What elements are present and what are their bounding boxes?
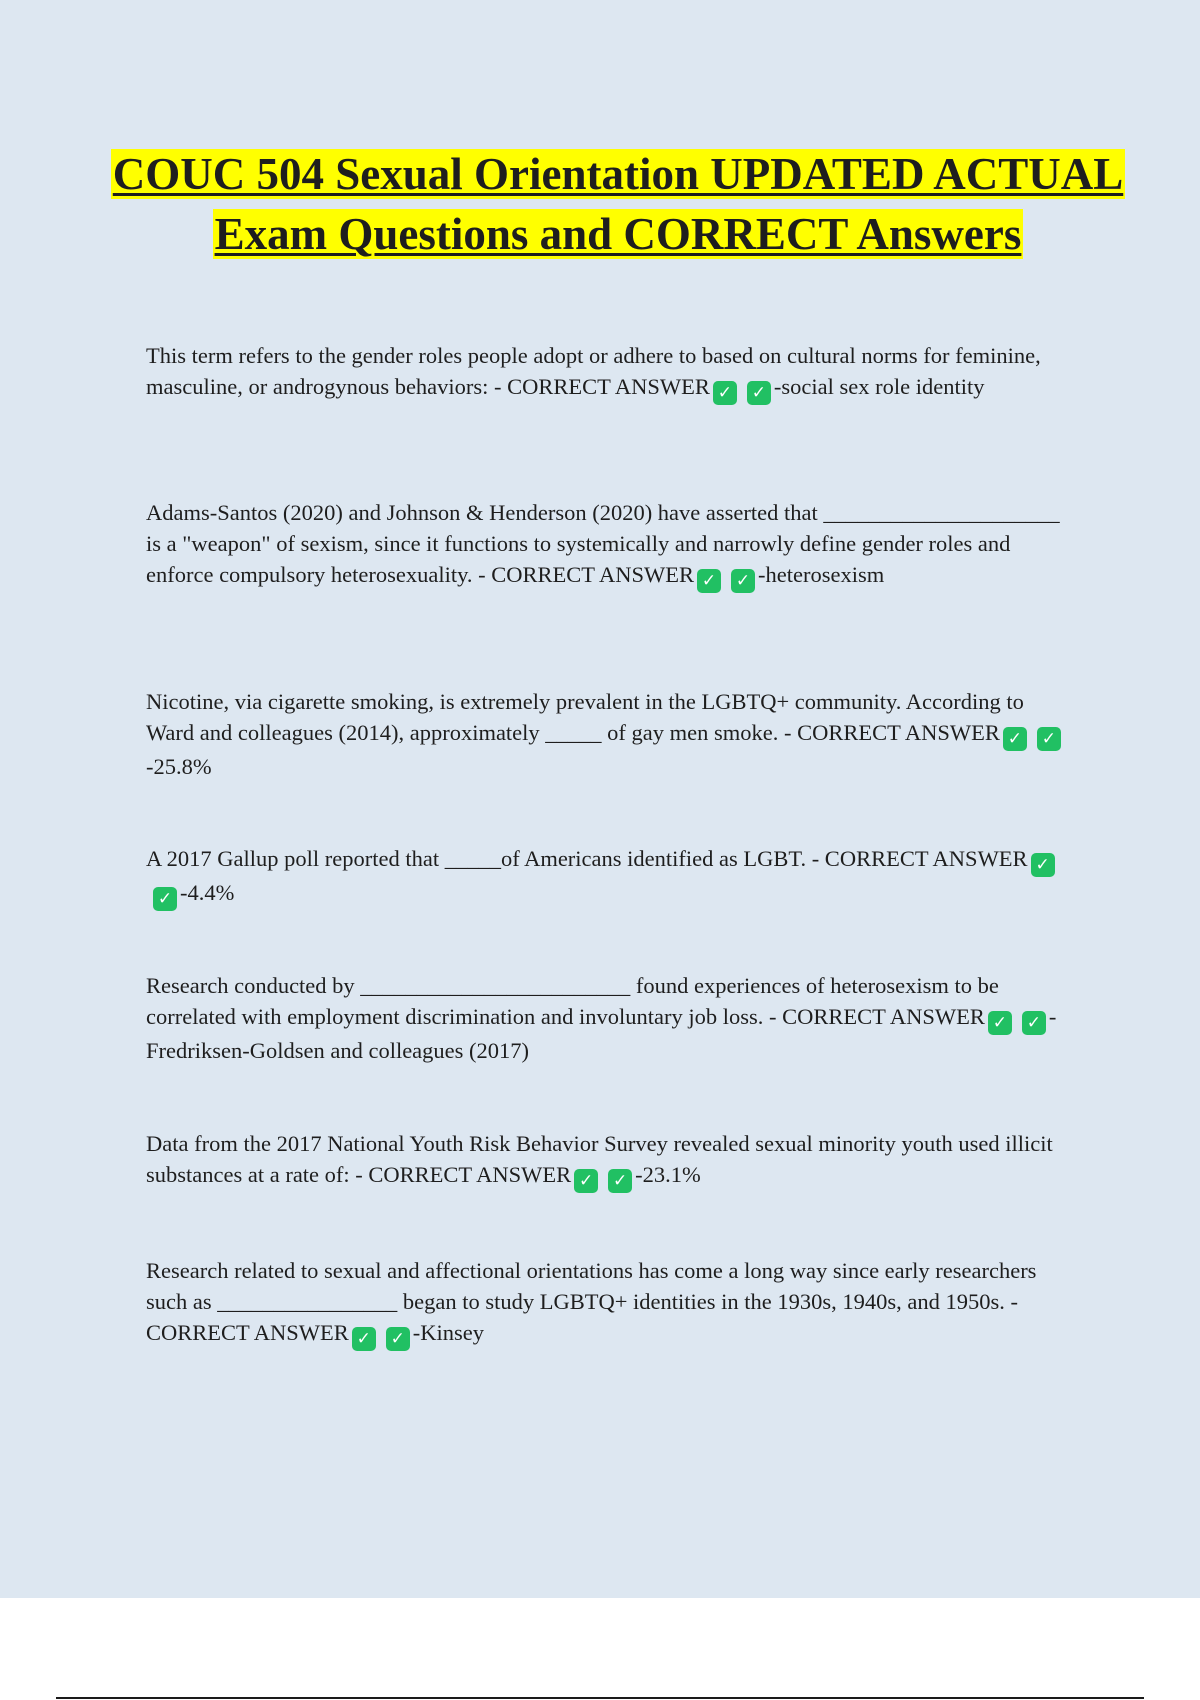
document-title: [110, 144, 1126, 264]
question-text: This term refers to the gender roles people adopt or adhere to based on cultural norms for feminine, masculine, or androgynous behaviors: - CORRECT ANSWER: [146, 343, 1041, 399]
answer-text: -Fredriksen-Goldsen and colleagues (2017): [146, 1004, 1057, 1063]
qa-item-1: [146, 340, 1070, 405]
qa-item-2: [146, 497, 1070, 593]
answer-text: -25.8%: [146, 754, 212, 779]
check-icon: ✓: [153, 887, 177, 911]
answer-text: -Kinsey: [412, 1320, 484, 1345]
check-icon: ✓: [386, 1327, 410, 1351]
check-icon: ✓: [988, 1011, 1012, 1035]
question-text: Adams-Santos (2020) and Johnson & Henderson (2020) have asserted that _____________________ is a "weapon" of sexism, since it functions to systemically and narrowly define gender roles and enforce compulsory heterosexuality. - CORRECT ANSWER: [146, 500, 1060, 587]
footer-divider: [56, 1697, 1144, 1699]
answer-text: -4.4%: [180, 880, 235, 905]
check-icon: ✓: [1031, 853, 1055, 877]
check-icon: ✓: [731, 569, 755, 593]
question-text: Research conducted by ________________________ found experiences of heterosexism to be correlated with employment discrimination and involuntary job loss. - CORRECT ANSWER: [146, 973, 999, 1029]
check-icon: ✓: [1022, 1011, 1046, 1035]
check-icon: ✓: [1003, 727, 1027, 751]
answer-text: -heterosexism: [758, 562, 885, 587]
qa-item-3: [146, 686, 1070, 782]
qa-item-6: [146, 1128, 1070, 1193]
qa-item-5: [146, 970, 1070, 1066]
check-icon: ✓: [574, 1169, 598, 1193]
check-icon: ✓: [352, 1327, 376, 1351]
qa-item-4: [146, 843, 1070, 911]
question-text: Data from the 2017 National Youth Risk Behavior Survey revealed sexual minority youth used illicit substances at a rate of: - CORRECT ANSWER: [146, 1131, 1053, 1187]
question-text: Nicotine, via cigarette smoking, is extremely prevalent in the LGBTQ+ community. According to Ward and colleagues (2014), approximately _____ of gay men smoke. - CORRECT ANSWER: [146, 689, 1024, 745]
answer-text: -23.1%: [635, 1162, 701, 1187]
answer-text: -social sex role identity: [773, 374, 985, 399]
check-icon: ✓: [713, 381, 737, 405]
check-icon: ✓: [747, 381, 771, 405]
question-text: A 2017 Gallup poll reported that _____of Americans identified as LGBT. - CORRECT ANSWER: [146, 846, 1028, 871]
qa-item-7: [146, 1255, 1070, 1351]
check-icon: ✓: [1037, 727, 1061, 751]
check-icon: ✓: [697, 569, 721, 593]
check-icon: ✓: [608, 1169, 632, 1193]
question-text: Research related to sexual and affectional orientations has come a long way since early researchers such as ________________ began to study LGBTQ+ identities in the 1930s, 1940s, and 1950s. - CORRECT ANSWER: [146, 1258, 1037, 1345]
title-text: COUC 504 Sexual Orientation UPDATED ACTUAL Exam Questions and CORRECT Answers: [112, 149, 1124, 259]
